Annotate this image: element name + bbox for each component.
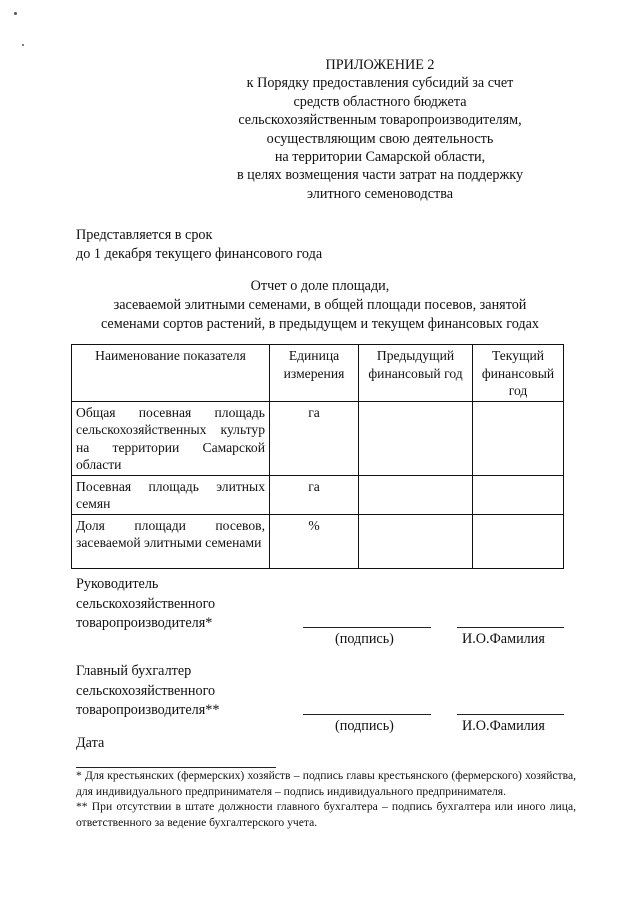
indicator-name-cell: Общая посевная площадь сельскохозяйственных культур на территории Самарской области (72, 401, 270, 475)
appendix-line: в целях возмещения части затрат на поддержку (236, 167, 524, 184)
report-title-line: засеваемой элитными семенами, в общей площади посевов, занятой (113, 297, 527, 313)
unit-cell: га (270, 475, 359, 514)
table-row (72, 401, 564, 475)
appendix-line: на территории Самарской области, (274, 149, 486, 166)
indicators-table (71, 344, 564, 569)
previous-year-cell (359, 475, 473, 514)
accountant-signature-caption: (подпись) (335, 718, 394, 734)
accountant-name-line (457, 714, 564, 715)
appendix-heading (230, 56, 530, 203)
appendix-line: сельскохозяйственным товаропроизводителям, (238, 112, 522, 129)
appendix-line: осуществляющим свою деятельность (266, 130, 494, 147)
table-header-row (72, 345, 564, 402)
unit-cell: % (270, 514, 359, 568)
header-current-year: Текущий финансовый год (473, 345, 564, 402)
footnotes (76, 768, 576, 830)
report-title (70, 277, 570, 334)
head-title-line: сельскохозяйственного (76, 595, 216, 612)
report-title-line: Отчет о доле площади, (250, 278, 390, 294)
head-title-line: товаропроизводителя* (76, 615, 213, 631)
scan-speck (22, 44, 24, 46)
accountant-title-line: Главный бухгалтер (76, 663, 192, 679)
header-previous-year: Предыдущий финансовый год (359, 345, 473, 402)
indicator-name-cell: Доля площади посевов, засеваемой элитными семенами (72, 514, 270, 568)
appendix-title: ПРИЛОЖЕНИЕ 2 (325, 57, 435, 73)
accountant-signature-line (303, 714, 431, 715)
indicator-name-cell: Посевная площадь элитных семян (72, 475, 270, 514)
previous-year-cell (359, 514, 473, 568)
accountant-name-caption: И.О.Фамилия (462, 718, 545, 734)
table-row (72, 514, 564, 568)
head-name-caption: И.О.Фамилия (462, 631, 545, 647)
appendix-line: средств областного бюджета (293, 93, 467, 110)
unit-cell: га (270, 401, 359, 475)
accountant-signature-block (76, 662, 219, 721)
head-name-line (457, 627, 564, 628)
footnote-accountant: ** При отсутствии в штате должности главного бухгалтера – подпись бухгалтера или иного лица, ответственного за ведение бухгалтерского учета. (76, 800, 576, 829)
submission-deadline (76, 226, 322, 264)
deadline-line: до 1 декабря текущего финансового года (76, 246, 323, 262)
report-title-line: семенами сортов растений, в предыдущем и текущем финансовых годах (100, 316, 540, 332)
head-title-line: Руководитель (76, 576, 159, 592)
accountant-title-line: товаропроизводителя** (76, 702, 220, 718)
accountant-title-line: сельскохозяйственного (76, 682, 216, 699)
head-signature-block (76, 575, 215, 634)
scan-speck (14, 12, 17, 15)
head-signature-line (303, 627, 431, 628)
current-year-cell (473, 475, 564, 514)
head-signature-caption: (подпись) (335, 631, 394, 647)
appendix-line: к Порядку предоставления субсидий за счет (246, 75, 514, 92)
table-row (72, 475, 564, 514)
footnote-head: * Для крестьянских (фермерских) хозяйств – подпись главы крестьянского (фермерского) хозяйства, для индивидуального предпринимателя – подпись индивидуального предпринимателя. (76, 769, 576, 798)
date-label: Дата (76, 735, 105, 751)
deadline-line: Представляется в срок (76, 227, 213, 243)
header-unit: Единица измерения (270, 345, 359, 402)
current-year-cell (473, 401, 564, 475)
previous-year-cell (359, 401, 473, 475)
header-indicator-name: Наименование показателя (72, 345, 270, 402)
appendix-line: элитного семеноводства (306, 185, 454, 202)
current-year-cell (473, 514, 564, 568)
